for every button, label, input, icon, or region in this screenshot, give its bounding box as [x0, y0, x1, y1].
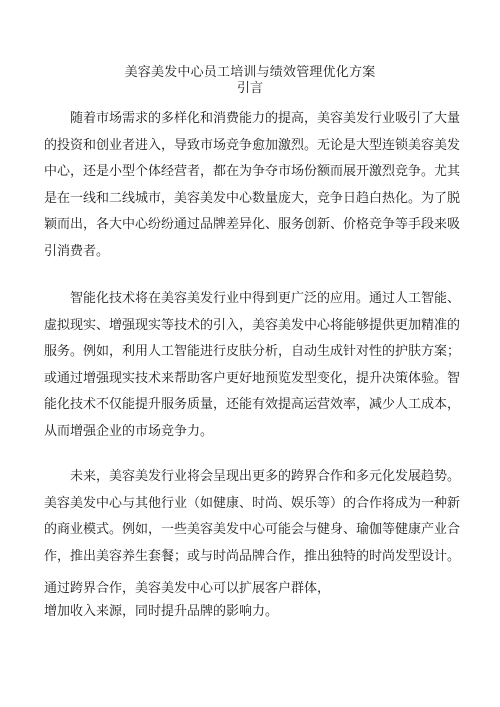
closing-line-1: 通过跨界合作，美容美发中心可以扩展客户群体，: [44, 581, 331, 596]
document-subtitle: 引言: [236, 81, 263, 96]
closing-line-2: 增加收入来源，同时提升品牌的影响力。: [44, 604, 279, 619]
document-title: 美容美发中心员工培训与绩效管理优化方案: [124, 65, 376, 80]
paragraph-smart-technology: 智能化技术将在美容美发行业中得到更广泛的应用。通过人工智能、虚拟现实、增强现实等技术的引入，美容美发中心将能够提供更加精准的服务。例如，利用人工智能进行皮肤分析，自动生成针对性的护肤方案；或通过增强现实技术来帮助客户更好地预览发型变化，提升决策体验。智能化技术不仅能提升服务质量，还能有效提高运营效率，减少人工成本，从而增强企业的市场竞争力。: [44, 291, 461, 439]
paragraph-market-competition: 随着市场需求的多样化和消费能力的提高，美容美发行业吸引了大量的投资和创业者进入，导致市场竞争愈加激烈。无论是大型连锁美容美发中心，还是小型个体经营者，都在为争夺市场份额而展开激烈竞争。尤其是在一线和二线城市，美容美发中心数量庞大，竞争日趋白热化。为了脱颖而出，各大中心纷纷通过品牌差异化、服务创新、价格竞争等手段来吸引消费者。: [44, 111, 461, 259]
paragraph-cross-industry: 未来，美容美发行业将会呈现出更多的跨界合作和多元化发展趋势。美容美发中心与其他行业（如健康、时尚、娱乐等）的合作将成为一种新的商业模式。例如，一些美容美发中心可能会与健身、瑜伽等健康产业合作，推出美容养生套餐；或与时尚品牌合作，推出独特的时尚发型设计。: [44, 469, 461, 564]
